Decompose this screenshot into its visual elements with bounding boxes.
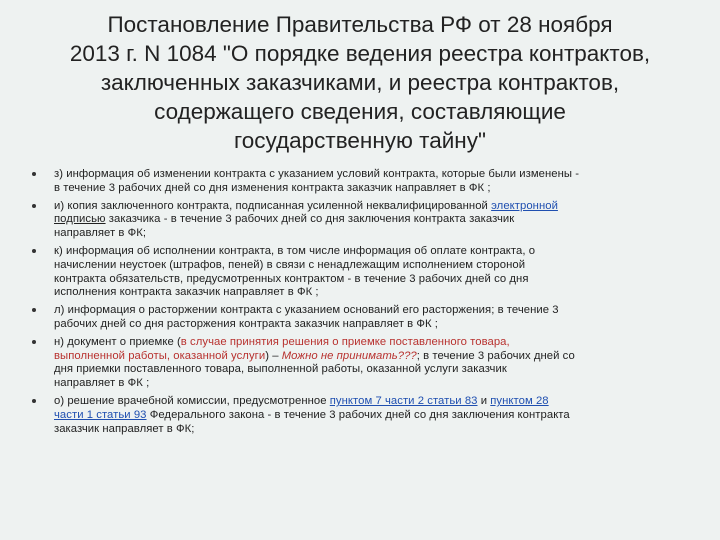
list-item-line bbox=[54, 336, 702, 350]
text-segment: ; в течение 3 рабочих дней со bbox=[416, 349, 575, 362]
text-segment: направляет в ФК; bbox=[54, 227, 147, 240]
list-item-line bbox=[54, 350, 702, 364]
list-item-line bbox=[54, 304, 702, 318]
text-segment: направляет в ФК ; bbox=[54, 377, 150, 390]
bullet-icon bbox=[32, 204, 36, 208]
list-item-line bbox=[54, 423, 702, 437]
text-segment: ) – bbox=[265, 349, 282, 362]
list-item-line bbox=[54, 168, 702, 182]
text-segment: и bbox=[477, 394, 491, 407]
document-link[interactable]: пунктом 7 части 2 статьи 83 bbox=[329, 394, 478, 407]
bullet-icon bbox=[32, 340, 36, 344]
text-segment: к) информация об исполнении контракта, в том числе информация об оплате контракта, о bbox=[54, 244, 536, 257]
list-item-line bbox=[54, 273, 702, 287]
document-link[interactable]: части 1 статьи 93 bbox=[54, 408, 147, 421]
text-segment: заказчик направляет в ФК; bbox=[54, 422, 195, 435]
text-segment: и) копия заключенного контракта, подписанная усиленной неквалифицированной bbox=[54, 199, 492, 212]
text-segment: з) информация об изменении контракта с указанием условий контракта, которые были изменены - bbox=[54, 168, 580, 180]
title-line: заключенных заказчиками, и реестра контрактов, bbox=[100, 70, 620, 95]
document-link[interactable]: пунктом 28 bbox=[490, 394, 549, 407]
highlighted-text: в случае принятия решения о приемке поставленного товара, bbox=[180, 335, 510, 348]
text-segment: исполнения контракта заказчик направляет в ФК ; bbox=[54, 286, 319, 299]
list-item bbox=[30, 245, 702, 300]
list-item-line bbox=[54, 409, 702, 423]
text-segment: н) документ о приемке ( bbox=[54, 335, 181, 348]
highlighted-text: Можно не принимать??? bbox=[281, 349, 417, 362]
list-item bbox=[30, 336, 702, 391]
list-item-line bbox=[54, 363, 702, 377]
text-segment: в течение 3 рабочих дней со дня изменения контракта заказчик направляет в ФК ; bbox=[54, 181, 491, 194]
title-line: содержащего сведения, составляющие bbox=[154, 99, 566, 124]
list-item-line bbox=[54, 227, 702, 241]
bullet-list bbox=[30, 168, 702, 440]
text-segment: о) решение врачебной комиссии, предусмотренное bbox=[54, 394, 330, 407]
text-segment: контракта обязательств, предусмотренных контрактом - в течение 3 рабочих дней со дня bbox=[54, 272, 529, 285]
bullet-icon bbox=[32, 308, 36, 312]
list-item-line bbox=[54, 200, 702, 214]
list-item-line bbox=[54, 286, 702, 300]
list-item bbox=[30, 304, 702, 332]
bullet-icon bbox=[32, 249, 36, 253]
list-item-line bbox=[54, 182, 702, 196]
text-segment: л) информация о расторжении контракта с указанием оснований его расторжения; в течение 3 bbox=[54, 304, 559, 317]
text-segment: рабочих дней со дня расторжения контракта заказчик направляет в ФК ; bbox=[54, 317, 438, 330]
bullet-icon bbox=[32, 172, 36, 176]
list-item-line bbox=[54, 259, 702, 273]
list-item-line bbox=[54, 245, 702, 259]
title-line: 2013 г. N 1084 "О порядке ведения реестра контрактов, bbox=[69, 41, 651, 66]
document-link[interactable]: электронной bbox=[491, 199, 558, 212]
title-line: Постановление Правительства РФ от 28 ноября bbox=[107, 12, 613, 37]
title-line: государственную тайну" bbox=[234, 128, 486, 153]
list-item-line bbox=[54, 395, 702, 409]
list-item-line bbox=[54, 213, 702, 227]
list-item-line bbox=[54, 318, 702, 332]
text-segment: заказчика - в течение 3 рабочих дней со дня заключения контракта заказчик bbox=[105, 213, 515, 226]
list-item-line bbox=[54, 377, 702, 391]
list-item bbox=[30, 395, 702, 436]
text-segment: дня приемки поставленного товара, выполненной работы, оказанной услуги заказчик bbox=[54, 363, 507, 376]
list-item bbox=[30, 200, 702, 241]
text-segment: начислении неустоек (штрафов, пеней) в связи с ненадлежащим исполнением стороной bbox=[54, 258, 526, 271]
document-link[interactable]: подписью bbox=[54, 213, 106, 226]
list-item bbox=[30, 168, 702, 196]
bullet-icon bbox=[32, 399, 36, 403]
highlighted-text: выполненной работы, оказанной услуги bbox=[54, 349, 266, 362]
text-segment: Федерального закона - в течение 3 рабочих дней со дня заключения контракта bbox=[146, 408, 570, 421]
slide-title bbox=[20, 10, 700, 155]
